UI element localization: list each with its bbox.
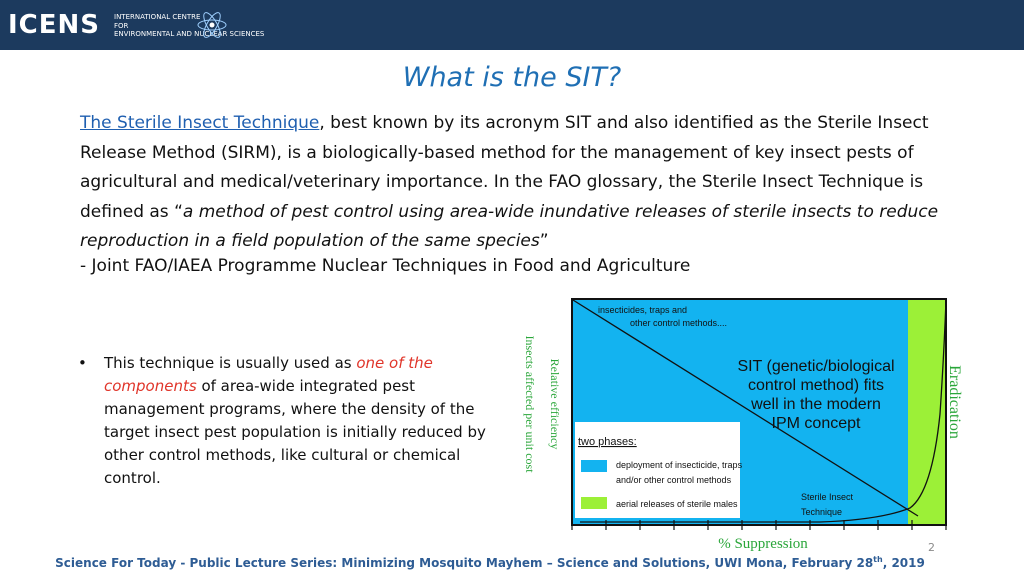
phase1-swatch (581, 460, 607, 472)
eradication-label: Eradication (946, 365, 963, 439)
sit-label-1: SIT (genetic/biological (737, 358, 895, 375)
logo-subtitle-line-1: INTERNATIONAL CENTRE (114, 13, 201, 21)
intro-text: , best known by its acronym SIT and also identified as the Sterile Insect Release Method (SIRM), is a biologically-based method for the management of key insect pests of agricultural and medical/veterinary importance. In the FAO glossary, the Sterile Insect Technique is defined as “ (80, 113, 929, 222)
sit-link[interactable]: The Sterile Insect Technique (80, 113, 320, 133)
sterile-insect-label-2: Technique (801, 507, 843, 517)
logo-subtitle (114, 13, 264, 39)
control-methods-label-1: insecticides, traps and (598, 305, 688, 315)
slide-title: What is the SIT? (402, 62, 622, 93)
icens-logo: ICENS (8, 10, 101, 40)
phase1-label-2: and/or other control methods (616, 475, 732, 485)
control-methods-label-2: other control methods.... (630, 318, 728, 328)
sit-label-3: well in the modern (751, 396, 881, 413)
page-number: 2 (928, 541, 935, 554)
y-axis-label-1: Relative efficiency (548, 358, 562, 450)
x-axis-label: % Suppression (718, 536, 808, 552)
bullet-highlight: one of the components (104, 354, 433, 395)
header-bar (0, 0, 1024, 50)
bullet-post: of area-wide integrated pest management programs, where the density of the target insect pest population is initially reduced by other control methods, like cultural or chemical control. (104, 377, 486, 487)
logo-subtitle-line-2: FOR (114, 21, 129, 30)
sit-label-4: IPM concept (771, 415, 861, 432)
atom-icon (196, 4, 228, 46)
sit-label-2: control method) fits (747, 377, 885, 394)
phase1-label-1: deployment of insecticide, traps (616, 460, 743, 470)
attribution-line: - Joint FAO/IAEA Programme Nuclear Techniques in Food and Agriculture (80, 256, 691, 276)
phase2-label: aerial releases of sterile males (616, 499, 738, 509)
footer-year: , 2019 (882, 556, 925, 570)
logo-subtitle-line-3: ENVIRONMENTAL AND NUCLEAR SCIENCES (114, 30, 265, 38)
bullet-text (104, 352, 498, 490)
bullet-item (78, 352, 498, 490)
bullet-pre: This technique is usually used as (104, 354, 357, 372)
sit-figure (520, 294, 963, 556)
fao-definition: a method of pest control using area-wide inundative releases of sterile insects to reduce reproduction in a field population of the same species (80, 201, 939, 251)
phases-title: two phases: (578, 436, 637, 448)
bullet-dot-icon: • (78, 354, 87, 372)
intro-paragraph (80, 109, 960, 257)
footer-line (0, 551, 980, 572)
y-axis-label-2: Insects affected per unit cost (523, 335, 537, 473)
intro-close-quote: ” (539, 231, 549, 251)
sterile-insect-label-1: Sterile Insect (801, 492, 854, 502)
phase2-swatch (581, 497, 607, 509)
footer-ordinal: th (873, 555, 883, 564)
footer-text: Science For Today - Public Lecture Series: Minimizing Mosquito Mayhem – Science and Solutions, UWI Mona, February 28 (55, 556, 874, 570)
